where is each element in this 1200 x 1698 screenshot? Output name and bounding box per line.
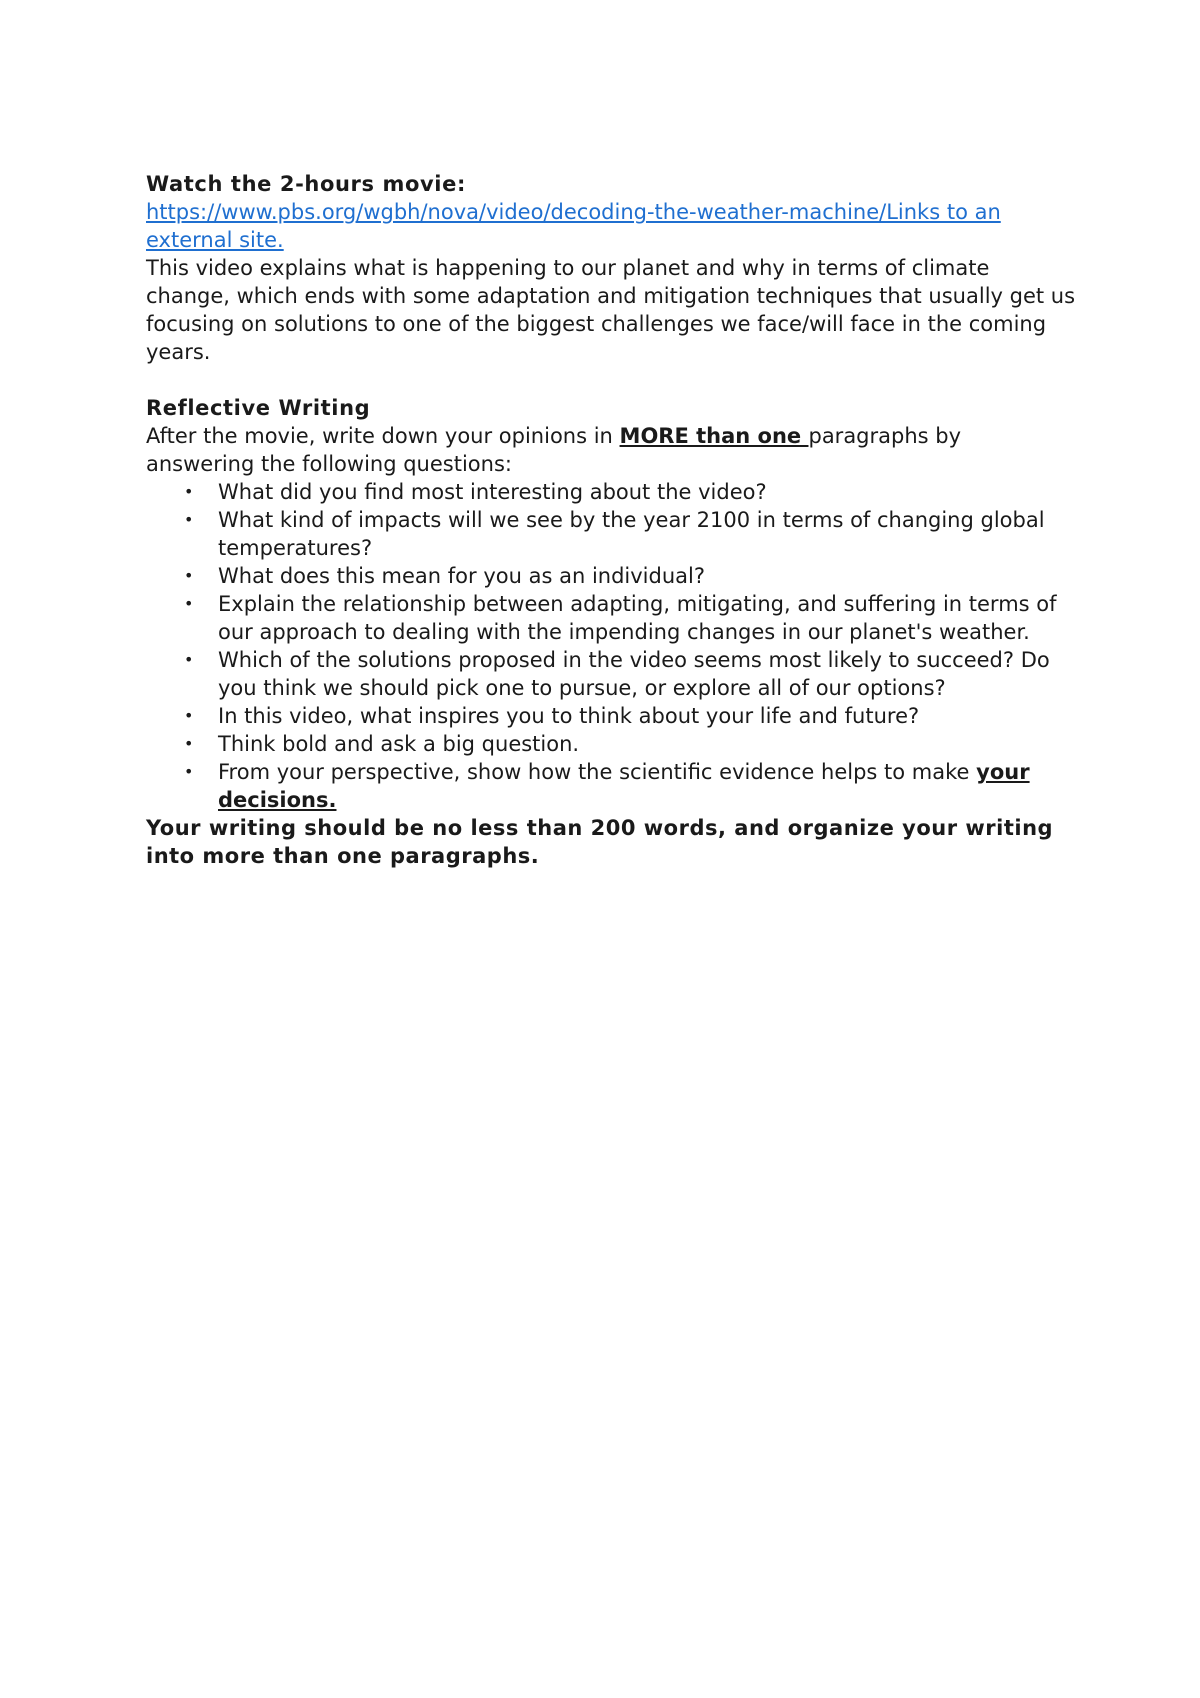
question-text-before: From your perspective, show how the scientific evidence helps to make (218, 760, 977, 784)
reflective-instruction (146, 422, 1076, 478)
instruction-before: After the movie, write down your opinions in (146, 424, 620, 448)
question-text: Explain the relationship between adapting, mitigating, and suffering in terms of our approach to dealing with the impending changes in our planet's weather. (218, 592, 1057, 644)
video-link[interactable]: https://www.pbs.org/wgbh/nova/video/decoding-the-weather-machine/Links to an external site. (146, 200, 1001, 252)
list-item (146, 702, 1076, 730)
video-description: This video explains what is happening to our planet and why in terms of climate change, which ends with some adaptation and mitigation techniques that usually get us focusing on solutions to one of the biggest challenges we face/will face in the coming years. (146, 256, 1076, 364)
bullet-icon: • (184, 482, 194, 501)
list-item (146, 758, 1076, 814)
question-text: Think bold and ask a big question. (218, 732, 580, 756)
list-item (146, 506, 1076, 562)
question-text: Which of the solutions proposed in the video seems most likely to succeed? Do you think we should pick one to pursue, or explore all of our options? (218, 648, 1050, 700)
question-emphasis: your decisions. (218, 760, 1030, 812)
bullet-icon: • (184, 734, 194, 753)
instruction-after: paragraphs by answering the following questions: (146, 424, 962, 476)
bullet-icon: • (184, 650, 194, 669)
document-page (146, 170, 1076, 870)
list-item (146, 730, 1076, 758)
bullet-icon: • (184, 566, 194, 585)
list-item (146, 590, 1076, 646)
bullet-icon: • (184, 594, 194, 613)
bullet-icon: • (184, 762, 194, 781)
question-text: In this video, what inspires you to think about your life and future? (218, 704, 920, 728)
watch-heading: Watch the 2-hours movie: (146, 172, 466, 196)
question-text: What kind of impacts will we see by the year 2100 in terms of changing global temperatures? (218, 508, 1045, 560)
list-item (146, 478, 1076, 506)
word-count-requirement: Your writing should be no less than 200 words, and organize your writing into more than one paragraphs. (146, 816, 1054, 868)
question-list (146, 478, 1076, 814)
bullet-icon: • (184, 706, 194, 725)
list-item (146, 646, 1076, 702)
question-text: What does this mean for you as an individual? (218, 564, 705, 588)
bullet-icon: • (184, 510, 194, 529)
instruction-emphasis: MORE than one (619, 424, 809, 448)
question-text: What did you find most interesting about the video? (218, 480, 767, 504)
reflective-heading: Reflective Writing (146, 396, 371, 420)
list-item (146, 562, 1076, 590)
spacer (146, 366, 1076, 394)
